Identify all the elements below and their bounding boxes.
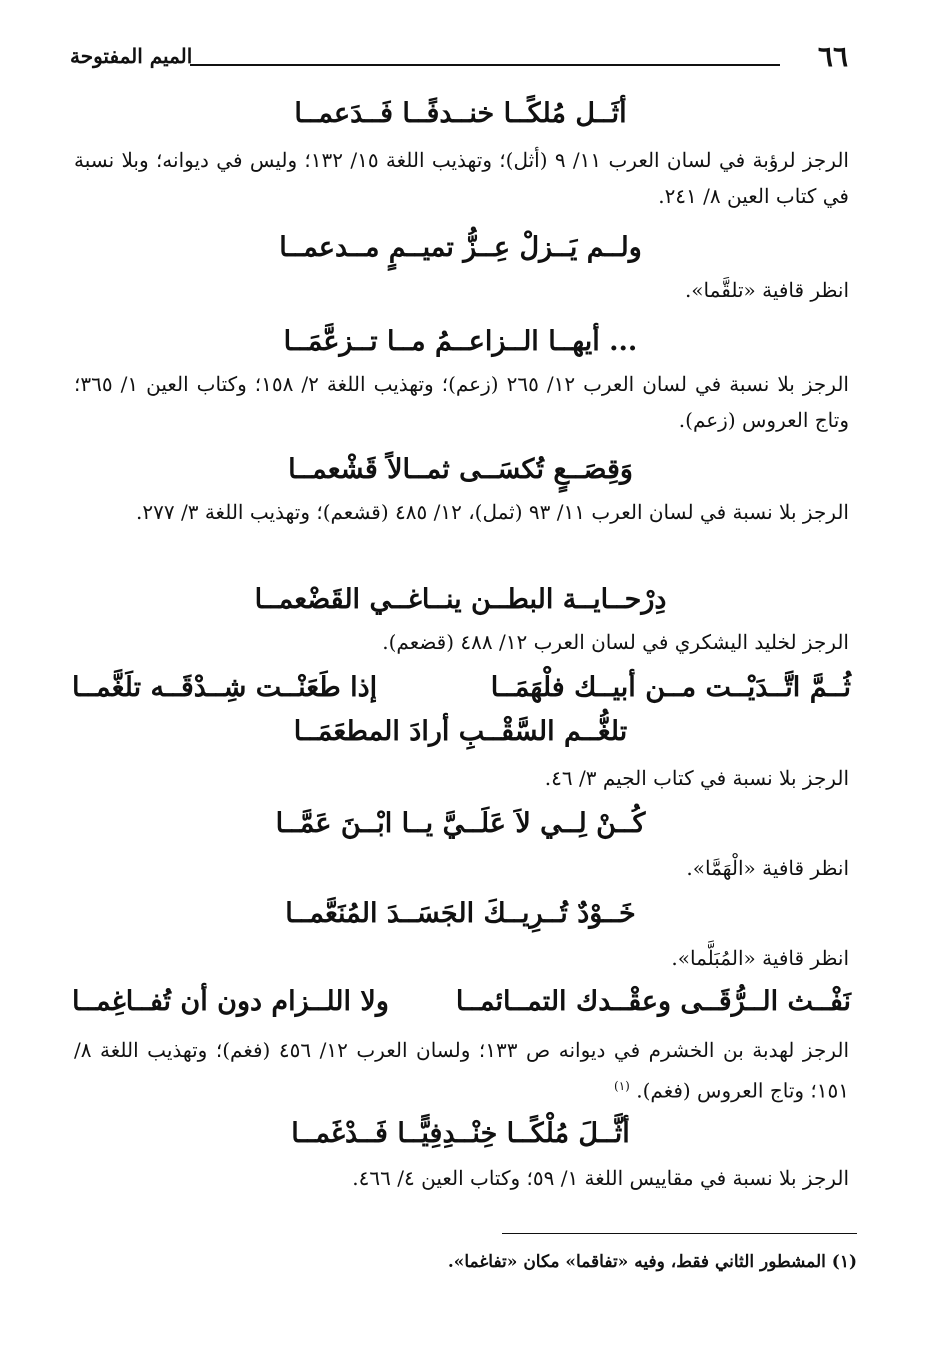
footnote-rule [502,1233,857,1234]
verse-5: دِرْحــايــة البطــن ينــاغــي القَضْعمــا [254,584,667,615]
commentary-2: انظر قافية «تلقَّما». [684,278,849,302]
commentary-6: الرجز بلا نسبة في كتاب الجيم ٣/ ٤٦. [544,766,849,790]
commentary-1: الرجز لرؤبة في لسان العرب ١١/ ٩ (أثل)؛ وتهذيب اللغة ١٥/ ١٣٢؛ وليس في ديوانه؛ وبلا نسبة في كتاب العين ٨/ ٢٤١. [74,148,849,208]
commentary-4: الرجز بلا نسبة في لسان العرب ١١/ ٩٣ (ثمل)، ١٢/ ٤٨٥ (قشعم)؛ وتهذيب اللغة ٣/ ٢٧٧. [136,500,849,524]
commentary-5: الرجز لخليد اليشكري في لسان العرب ١٢/ ٤٨٨ (قضعم). [382,630,849,654]
verse-8: خَــوْدٌ تُــرِيــكَ الجَسَــدَ المُنَعَّمــا [285,898,636,929]
verse-6-line-1 [72,672,851,703]
commentary-8: انظر قافية «المُبَلَّما». [671,946,849,970]
verse-4: وَقِصَــعٍ تُكسَــى ثمــالاً قَشْعمــا [288,454,633,485]
header-rule [190,64,780,66]
commentary-9-text: الرجز لهدبة بن الخشرم في ديوانه ص ١٣٣؛ ولسان العرب ١٢/ ٤٥٦ (فغم)؛ وتهذيب اللغة ٨/ ١٥١؛ وتاج العروس (فغم). [74,1038,849,1103]
commentary-3: الرجز بلا نسبة في لسان العرب ١٢/ ٢٦٥ (زعم)؛ وتهذيب اللغة ٢/ ١٥٨؛ وكتاب العين ١/ ٣٦٥؛ وتاج العروس (زعم). [74,372,849,432]
commentary-9 [74,1032,849,1109]
verse-6-hemistich-b: إذا طَعَنْــت شِــدْقَــه تلَغَّمــا [72,672,378,703]
commentary-10: الرجز بلا نسبة في مقاييس اللغة ١/ ٥٩؛ وكتاب العين ٤/ ٤٦٦. [352,1166,849,1190]
header-title: الميم المفتوحة [70,44,193,68]
footnote-ref[interactable]: (١) [614,1079,630,1093]
verse-7: كُــنْ لِــي لاَ عَلَــيَّ يــا ابْــنَ عَمَّــا [275,808,646,839]
verse-6-line-2: تلغُّــم السَّقْــبِ أرادَ المطعَمَــا [293,716,628,747]
page-number: ٦٦ [817,40,848,73]
page-header [70,40,850,74]
verse-10: أثَّــلَ مُلْكًــا خِنْــدِفِيًّــا فَــدْغَمــا [291,1118,630,1149]
verse-9-hemistich-b: ولا اللــزام دون أن تُفــاغِمــا [72,986,389,1017]
footnote: (١) المشطور الثاني فقط، وفيه «تفاقما» مكان «تفاغما». [447,1252,857,1272]
verse-1: أثَــل مُلكًــا خنــدفًــا فَــدَعمــا [294,98,627,129]
verse-9 [72,986,851,1017]
verse-2: ولــم يَــزلْ عِــزُّ تميــمٍ مــدعمــا [279,232,642,263]
commentary-7: انظر قافية «الْهَمَّا». [686,856,849,880]
verse-6-hemistich-a: ثُــمَّ اتَّــدَيْــت مــن أبيــك فلْهَمَــا [490,672,851,703]
verse-3: ... أيهــا الــزاعــمُ مــا تــزعَّمَــا [283,326,638,357]
verse-9-hemistich-a: نَفْــث الــرُّقَــى وعقْــدك التمــائمــا [455,986,851,1017]
